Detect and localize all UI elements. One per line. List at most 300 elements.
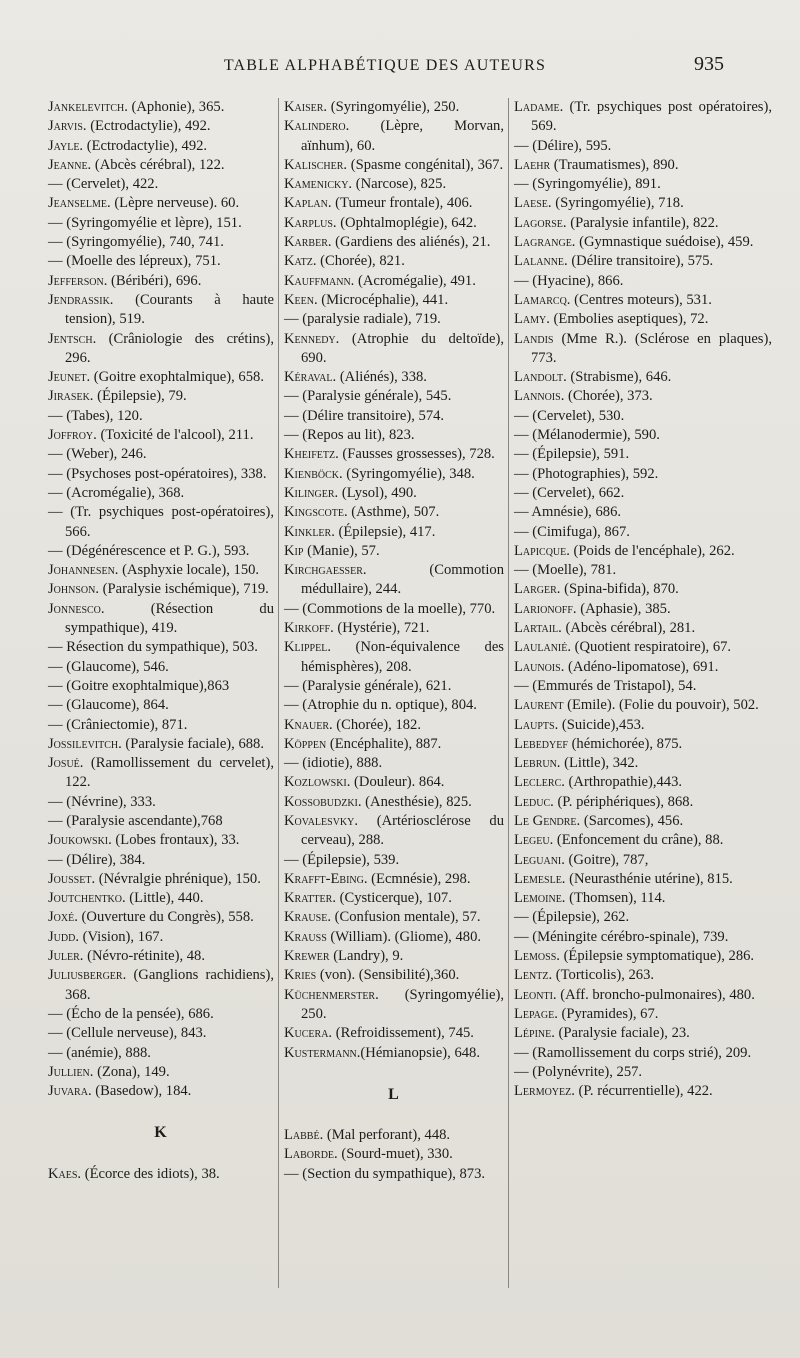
entry-topic-pages: (Refroidissement), 745. [332,1025,474,1042]
author-name: Lagrange. [514,234,576,251]
index-entry [514,1063,772,1082]
author-name: Larionoff. [514,600,577,617]
column-divider [508,98,509,1288]
entry-topic-pages: (Résection du sympathique), 419. [65,600,274,637]
entry-topic-pages: — (Moelle des lépreux), 751. [48,253,221,270]
entry-topic-pages: — (Écho de la pensée), 686. [48,1005,214,1022]
author-name: Kucera. [284,1025,333,1042]
index-entry [284,851,504,870]
author-name: Joffroy. [48,427,97,444]
author-name: Krafft-Ebing. [284,870,368,887]
index-entry [48,966,274,1005]
index-entry [514,368,772,387]
author-name: Joxé. [48,909,78,926]
index-entry [514,754,772,773]
entry-topic-pages: (Quotient respiratoire), 67. [571,639,732,656]
header-title: TABLE ALPHABÉTIQUE DES AUTEURS [223,57,547,74]
entry-topic-pages: — (Repos au lit), 823. [284,427,415,444]
entry-topic-pages: — (Commotions de la moelle), 770. [284,600,496,617]
author-name: Lannois. [514,388,565,405]
entry-topic-pages: (Poids de l'encéphale), 262. [569,542,735,559]
index-entry [48,291,274,330]
index-entry [48,465,274,484]
index-entry [514,523,772,542]
author-name: Lapicque. [514,542,570,559]
entry-topic-pages: — (Syringomyélie et lèpre), 151. [48,214,242,231]
index-entry [284,117,504,156]
author-name: Kip [284,542,304,559]
entry-topic-pages: (Ecmnésie), 298. [367,870,471,887]
index-entry [48,908,274,927]
author-name: Jonnesco. [48,600,105,617]
entry-topic-pages: (Paralysie infantile), 822. [566,214,719,231]
index-entry [284,387,504,406]
index-entry [48,870,274,889]
entry-topic-pages: (Asphyxie locale), 150. [118,562,260,579]
index-entry [48,677,274,696]
entry-topic-pages: — (Délire transitoire), 574. [284,407,445,424]
entry-topic-pages: (Toxicité de l'alcool), 211. [96,427,254,444]
index-entry [284,465,504,484]
author-name: Joukowski. [48,832,112,849]
index-entry [284,272,504,291]
index-column-3 [514,98,772,1101]
index-column-2 [284,98,504,1184]
entry-topic-pages: (Mal perforant), 448. [323,1127,451,1144]
author-name: Kries [284,967,317,984]
index-entry [48,735,274,754]
entry-topic-pages: (Aff. broncho-pulmonaires), 480. [556,986,755,1003]
index-entry [48,445,274,464]
author-name: Küchenmerster. [284,986,379,1003]
index-entry [514,561,772,580]
entry-topic-pages: (Lèpre, Morvan, aïnhum), 60. [301,118,504,154]
entry-topic-pages: (Narcose), 825. [352,176,447,193]
author-name: Lemesle. [514,870,566,887]
entry-topic-pages: (Gymnastique suédoise), 459. [575,234,754,251]
author-name: Kaplan. [284,195,332,212]
author-name: Johannesen. [48,562,119,579]
entry-topic-pages: (Abcès cérébral), 122. [91,156,225,173]
index-entry [48,214,274,233]
entry-topic-pages: (Centres moteurs), 531. [570,291,712,308]
entry-topic-pages: — (Emmurés de Tristapol), 54. [514,677,697,694]
index-entry [284,561,504,600]
entry-topic-pages: — (Cervelet), 422. [48,176,159,193]
entry-topic-pages: (Neurasthénie utérine), 815. [565,870,733,887]
entry-topic-pages: (Hémianopsie), 648. [360,1044,480,1061]
author-name: Johnson. [48,581,99,598]
entry-topic-pages: (Basedow), 184. [91,1083,192,1100]
author-name: Legeu. [514,832,554,849]
index-entry [514,696,772,715]
index-entry [48,1005,274,1024]
entry-topic-pages: (Paralysie faciale), 688. [121,735,265,752]
index-entry [48,194,274,213]
author-name: Kaes. [48,1165,82,1182]
entry-topic-pages: (Embolies aseptiques), 72. [549,311,709,328]
entry-topic-pages: — (Épilepsie), 262. [514,909,630,926]
author-name: Judd. [48,928,79,945]
entry-topic-pages: (Acromégalie), 491. [354,272,476,289]
index-entry [284,1126,504,1145]
entry-topic-pages: (Abcès cérébral), 281. [561,620,696,637]
index-entry [514,194,772,213]
index-entry [514,233,772,252]
author-name: Jullien. [48,1063,94,1080]
author-name: Jeanselme. [48,195,111,212]
index-entry [514,735,772,754]
author-name: Lemoss. [514,948,560,965]
entry-topic-pages: (Thomsen), 114. [565,890,666,907]
entry-topic-pages: (William). (Gliome), 480. [326,928,482,945]
author-name: Kauffmann. [284,272,355,289]
author-name: Juliusberger. [48,967,127,984]
author-name: Lépine. [514,1025,555,1042]
entry-topic-pages: (Arthropathie),443. [564,774,683,791]
entry-topic-pages: (Pyramides), 67. [557,1005,659,1022]
index-entry [514,870,772,889]
page-header [0,52,800,82]
entry-topic-pages: (Épilepsie), 79. [93,388,187,405]
entry-topic-pages: (Ophtalmoplégie), 642. [336,214,477,231]
index-entry [284,252,504,271]
entry-topic-pages: (Ramollissement du cervelet), 122. [65,755,274,791]
entry-topic-pages: — Amnésie), 686. [514,504,622,521]
entry-topic-pages: — (idiotie), 888. [284,755,383,772]
index-entry [284,1165,504,1184]
index-entry [48,812,274,831]
author-name: Leclerc. [514,774,565,791]
entry-topic-pages: (von). (Sensibilité),360. [316,967,460,984]
entry-topic-pages: (Tumeur frontale), 406. [331,195,473,212]
entry-topic-pages: (Gardiens des aliénés), 21. [331,234,491,251]
author-name: Larger. [514,581,561,598]
entry-topic-pages: (hémichorée), 875. [567,735,683,752]
entry-topic-pages: — (Cervelet), 530. [514,407,625,424]
entry-topic-pages: — (Paralysie ascendante),768 [48,812,223,829]
index-entry [48,1082,274,1101]
entry-topic-pages: (Encéphalite), 887. [326,735,442,752]
index-entry [514,812,772,831]
author-name: Krauss [284,928,327,945]
author-name: Juler. [48,948,84,965]
entry-topic-pages: (Chorée), 373. [564,388,653,405]
author-name: Lartail. [514,620,562,637]
author-name: Knauer. [284,716,333,733]
author-name: Kalindero. [284,118,350,135]
author-name: Juvara. [48,1083,92,1100]
author-name: Ladame. [514,99,564,115]
entry-topic-pages: — (Section du sympathique), 873. [284,1165,486,1182]
author-name: Lebedyef [514,735,568,752]
entry-topic-pages: (Chorée), 821. [316,253,405,270]
index-entry [284,908,504,927]
author-name: Laehr [514,156,551,173]
index-columns [48,98,772,1328]
author-name: Katz. [284,253,317,270]
entry-topic-pages: (P. périphériques), 868. [553,793,694,810]
index-entry [514,445,772,464]
entry-topic-pages: — (Tr. psychiques post-opératoires), 566. [48,504,274,540]
entry-topic-pages: (Enfoncement du crâne), 88. [553,832,724,849]
index-entry [284,484,504,503]
entry-topic-pages: — (Glaucome), 864. [48,697,169,714]
index-entry [514,947,772,966]
index-entry [284,214,504,233]
entry-topic-pages: (Hystérie), 721. [333,620,430,637]
index-entry [514,1005,772,1024]
index-entry [514,387,772,406]
entry-topic-pages: — (Paralysie générale), 545. [284,388,452,405]
entry-topic-pages: (Mme R.). (Sclérose en plaques), 773. [531,330,772,366]
entry-topic-pages: — (Cellule nerveuse), 843. [48,1025,207,1042]
entry-topic-pages: (Confusion mentale), 57. [330,909,481,926]
entry-topic-pages: — (Épilepsie), 591. [514,446,630,463]
index-entry [514,580,772,599]
entry-topic-pages: — (Photographies), 592. [514,465,659,482]
index-entry [284,291,504,310]
entry-topic-pages: — (Atrophie du n. optique), 804. [284,697,477,714]
author-name: Lepage. [514,1005,558,1022]
index-entry [48,947,274,966]
author-name: Laupts. [514,716,559,733]
entry-topic-pages: (Épilepsie), 417. [334,523,436,540]
entry-topic-pages: (Little), 342. [560,755,639,772]
index-entry [48,600,274,639]
entry-topic-pages: (Douleur). 864. [350,774,445,791]
entry-topic-pages: (Cysticerque), 107. [335,890,452,907]
index-entry [514,272,772,291]
index-entry [48,252,274,271]
entry-topic-pages: (P. récurrentielle), 422. [574,1083,713,1100]
index-entry [48,696,274,715]
index-entry [48,1044,274,1063]
author-name: Leonti. [514,986,557,1003]
index-entry [514,831,772,850]
entry-topic-pages: (Atrophie du deltoïde), 690. [301,330,504,366]
index-entry [514,677,772,696]
author-name: Jossilevitch. [48,735,122,752]
author-name: Lermoyez. [514,1083,575,1100]
index-entry [284,175,504,194]
index-entry [48,561,274,580]
entry-topic-pages: (Syringomyélie), 250. [301,986,504,1022]
index-entry [48,851,274,870]
entry-topic-pages: (Traumatismes), 890. [550,156,679,173]
author-name: Laurent [514,697,564,714]
index-entry [284,542,504,561]
entry-topic-pages: (Chorée), 182. [332,716,421,733]
index-entry [514,638,772,657]
index-entry [284,310,504,329]
index-entry [514,619,772,638]
index-entry [284,194,504,213]
entry-topic-pages: (Torticolis), 263. [552,967,655,984]
index-entry [48,638,274,657]
author-name: Kennedy. [284,330,340,347]
author-name: Le Gendre. [514,812,581,829]
entry-topic-pages: (Névralgie phrénique), 150. [95,870,261,887]
entry-topic-pages: (Ganglions rachidiens), 368. [65,967,274,1003]
index-entry [48,484,274,503]
author-name: Leduc. [514,793,554,810]
entry-topic-pages: (Syringomyélie), 348. [342,465,475,482]
index-entry [48,368,274,387]
author-name: Kalischer. [284,156,348,173]
index-entry [48,330,274,369]
entry-topic-pages: (Lysol), 490. [338,484,417,501]
author-name: Josué. [48,755,84,772]
author-name: Kienböck. [284,465,343,482]
author-name: Landolt. [514,369,567,386]
index-entry [284,1024,504,1043]
author-name: Kamenicky. [284,176,353,193]
index-entry [514,98,772,137]
entry-topic-pages: (Lobes frontaux), 33. [111,832,240,849]
entry-topic-pages: — (Psychoses post-opératoires), 338. [48,465,267,482]
entry-topic-pages: — (Syringomyélie), 740, 741. [48,234,224,251]
entry-topic-pages: — (Crâniectomie), 871. [48,716,188,733]
entry-topic-pages: (Sarcomes), 456. [580,812,684,829]
entry-topic-pages: — (Hyacine), 866. [514,272,624,289]
author-name: Karber. [284,234,332,251]
index-entry [48,658,274,677]
author-name: Kustermann. [284,1044,361,1061]
index-entry [48,889,274,908]
index-entry [514,156,772,175]
author-name: Kheifetz. [284,446,339,463]
index-entry [514,928,772,947]
entry-topic-pages: — (Délire), 595. [514,137,612,154]
index-entry [514,484,772,503]
author-name: Keen. [284,291,318,308]
entry-topic-pages: (Sourd-muet), 330. [337,1146,453,1163]
entry-topic-pages: — (Polynévrite), 257. [514,1063,643,1080]
author-name: Lamy. [514,311,550,328]
author-name: Kozlowski. [284,774,351,791]
index-entry [284,1044,504,1063]
index-entry [284,156,504,175]
entry-topic-pages: — (Épilepsie), 539. [284,851,400,868]
author-name: Lalanne. [514,253,568,270]
index-entry [48,117,274,136]
author-name: Jeanne. [48,156,92,173]
author-name: Kaiser. [284,99,328,115]
entry-topic-pages: (Strabisme), 646. [566,369,672,386]
index-entry [514,291,772,310]
index-entry [514,986,772,1005]
author-name: Landis [514,330,554,347]
index-entry [284,928,504,947]
index-column-1 [48,98,274,1184]
index-entry [284,445,504,464]
author-name: Jarvis. [48,118,87,135]
index-entry [284,368,504,387]
entry-topic-pages: (Goitre), 787, [564,851,649,868]
entry-topic-pages: — (Ramollissement du corps strié), 209. [514,1044,752,1061]
index-entry [514,716,772,735]
index-entry [48,426,274,445]
author-name: Köppen [284,735,327,752]
author-name: Kinkler. [284,523,335,540]
author-name: Jankelevitch. [48,99,128,115]
index-entry [284,407,504,426]
entry-topic-pages: (Courants à haute tension), 519. [65,291,274,328]
entry-topic-pages: (Landry), 9. [329,948,404,965]
entry-topic-pages: (Artériosclérose du cerveau), 288. [301,812,504,849]
entry-topic-pages: (Ectrodactylie), 492. [86,118,211,135]
entry-topic-pages: (Aliénés), 338. [336,369,427,386]
entry-topic-pages: — (Weber), 246. [48,446,147,463]
entry-topic-pages: (Vision), 167. [79,928,164,945]
index-entry [48,137,274,156]
entry-topic-pages: (Crâniologie des crétins), 296. [65,330,274,366]
index-entry [514,214,772,233]
index-entry [514,252,772,271]
index-entry [48,1024,274,1043]
entry-topic-pages: (Anesthésie), 825. [361,793,472,810]
author-name: Lentz. [514,967,553,984]
index-entry [284,638,504,677]
index-entry [514,310,772,329]
author-name: Kéraval. [284,369,337,386]
index-entry [284,426,504,445]
entry-topic-pages: — (Syringomyélie), 891. [514,176,661,193]
entry-topic-pages: (Écorce des idiots), 38. [81,1165,220,1182]
entry-topic-pages: (Little), 440. [125,890,204,907]
index-entry [514,542,772,561]
author-name: Joutchentko. [48,890,126,907]
author-name: Klippel. [284,639,331,656]
index-entry [514,330,772,369]
entry-topic-pages: (Névro-rétinite), 48. [83,948,206,965]
entry-topic-pages: — (Dégénérescence et P. G.), 593. [48,542,250,559]
index-entry [514,793,772,812]
entry-topic-pages: (Adéno-lipomatose), 691. [564,658,719,675]
index-entry [284,966,504,985]
page-number: 935 [694,53,724,75]
author-name: Launois. [514,658,565,675]
index-entry [48,928,274,947]
author-name: Leguani. [514,851,565,868]
index-entry [48,716,274,735]
author-name: Jayle. [48,137,84,154]
entry-topic-pages: (Spasme congénital), 367. [347,156,504,173]
entry-topic-pages: — (Névrine), 333. [48,793,156,810]
author-name: Jentsch. [48,330,97,347]
entry-topic-pages: — (Paralysie générale), 621. [284,677,452,694]
index-entry [514,658,772,677]
index-entry [48,387,274,406]
entry-topic-pages: (Goitre exophtalmique), 658. [90,369,264,386]
author-name: Kirchgaesser. [284,562,367,579]
index-entry [514,465,772,484]
index-entry [48,98,274,117]
index-entry [284,812,504,851]
index-entry [48,580,274,599]
author-name: Kossobudzki. [284,793,362,810]
index-entry [48,175,274,194]
author-name: Lagorse. [514,214,567,231]
entry-topic-pages: (Manie), 57. [303,542,380,559]
index-entry [284,523,504,542]
index-entry [48,1165,274,1184]
section-letter: K [154,1124,168,1142]
entry-topic-pages: (Commotion médullaire), 244. [301,562,504,598]
entry-topic-pages: (Asthme), 507. [347,504,440,521]
entry-topic-pages: (Suicide),453. [558,716,645,733]
